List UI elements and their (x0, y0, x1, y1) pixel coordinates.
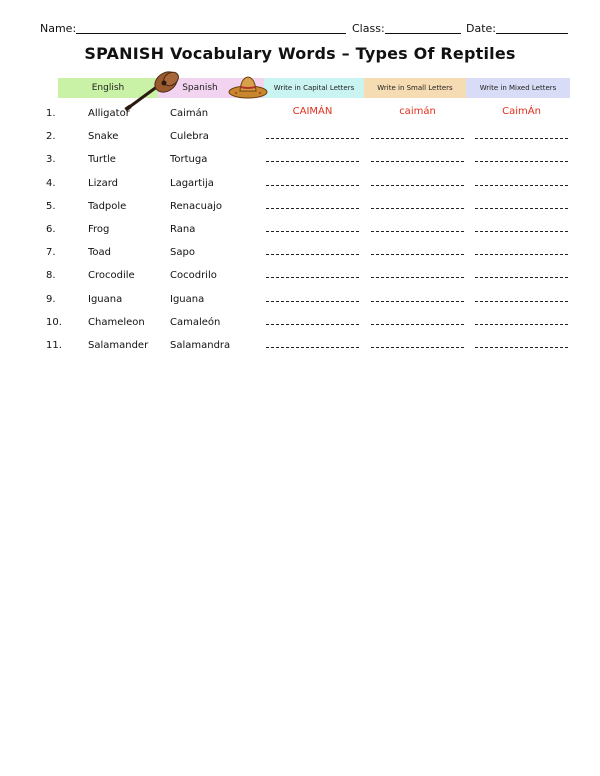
spanish-word: Salamandra (170, 340, 231, 351)
answer-capital: CAIMÁN (292, 106, 333, 117)
column-header-mixed-label: Write in Mixed Letters (479, 84, 557, 92)
blank-small[interactable] (371, 208, 464, 209)
blank-small[interactable] (371, 231, 464, 232)
english-word: Snake (88, 131, 119, 143)
row-number: 5. (46, 200, 56, 212)
spanish-word: Rana (170, 224, 196, 235)
blank-mixed[interactable] (475, 277, 568, 278)
blank-capital[interactable] (266, 254, 359, 255)
blank-capital[interactable] (266, 185, 359, 186)
english-word: Salamander (88, 340, 149, 351)
name-label: Name: (40, 22, 77, 35)
row-number: 6. (46, 224, 56, 235)
column-header-capital-label: Write in Capital Letters (273, 84, 355, 92)
date-field[interactable] (466, 22, 496, 35)
row-number: 1. (46, 108, 56, 119)
table-row (0, 247, 600, 265)
row-number: 2. (46, 131, 56, 143)
english-word: Frog (88, 224, 110, 235)
blank-small[interactable] (371, 277, 464, 278)
worksheet-header (40, 22, 570, 40)
row-number: 10. (46, 316, 62, 328)
table-row (0, 178, 600, 196)
blank-mixed[interactable] (475, 185, 568, 186)
class-field[interactable] (352, 22, 385, 35)
row-number: 4. (46, 177, 56, 189)
row-number: 3. (46, 154, 56, 166)
blank-capital[interactable] (266, 301, 359, 302)
blank-small[interactable] (371, 138, 464, 139)
blank-mixed[interactable] (475, 208, 568, 209)
date-label: Date: (466, 22, 496, 35)
column-header-capital (264, 78, 364, 98)
blank-small[interactable] (371, 161, 464, 162)
spanish-word: Cocodrilo (170, 270, 217, 282)
spanish-word: Sapo (170, 247, 195, 259)
table-row (0, 224, 600, 242)
blank-capital[interactable] (266, 277, 359, 278)
spanish-word: Culebra (170, 131, 209, 143)
blank-mixed[interactable] (475, 254, 568, 255)
spanish-word: Caimán (170, 108, 209, 119)
spanish-word: Renacuajo (170, 200, 222, 212)
blank-mixed[interactable] (475, 347, 568, 348)
spanish-word: Camaleón (170, 316, 221, 328)
blank-mixed[interactable] (475, 161, 568, 162)
blank-capital[interactable] (266, 231, 359, 232)
sombrero-icon (228, 74, 268, 100)
column-header-english-label: English (91, 83, 125, 93)
answer-small: caimán (399, 106, 436, 117)
blank-mixed[interactable] (475, 231, 568, 232)
row-number: 11. (46, 340, 62, 351)
spanish-word: Iguana (170, 293, 205, 305)
blank-capital[interactable] (266, 208, 359, 209)
blank-small[interactable] (371, 301, 464, 302)
table-row (0, 270, 600, 288)
blank-small[interactable] (371, 347, 464, 348)
english-word: Alligator (88, 108, 130, 119)
spanish-word: Tortuga (170, 154, 208, 166)
table-row (0, 108, 600, 126)
blank-mixed[interactable] (475, 324, 568, 325)
table-row (0, 201, 600, 219)
blank-capital[interactable] (266, 161, 359, 162)
blank-mixed[interactable] (475, 138, 568, 139)
blank-small[interactable] (371, 185, 464, 186)
blank-capital[interactable] (266, 138, 359, 139)
blank-capital[interactable] (266, 347, 359, 348)
column-header-spanish-label: Spanish (182, 83, 218, 93)
english-word: Toad (88, 247, 112, 259)
table-row (0, 340, 600, 358)
page-title: SPANISH Vocabulary Words – Types Of Reptiles (84, 44, 516, 63)
table-row (0, 154, 600, 172)
answer-mixed: CaimÁn (502, 106, 541, 117)
table-row (0, 317, 600, 335)
class-label: Class: (352, 22, 385, 35)
column-header-small (364, 78, 466, 98)
spanish-word: Lagartija (170, 177, 214, 189)
english-word: Tadpole (88, 200, 127, 212)
english-word: Turtle (88, 154, 116, 166)
english-word: Lizard (88, 177, 119, 189)
english-word: Chameleon (88, 316, 145, 328)
column-header-small-label: Write in Small Letters (377, 84, 453, 92)
table-row (0, 294, 600, 312)
row-number: 7. (46, 247, 56, 259)
row-number: 8. (46, 270, 56, 282)
blank-small[interactable] (371, 324, 464, 325)
guitar-icon (124, 70, 182, 112)
blank-mixed[interactable] (475, 301, 568, 302)
english-word: Crocodile (88, 270, 135, 282)
row-number: 9. (46, 293, 56, 305)
name-field[interactable] (40, 22, 76, 35)
table-row (0, 131, 600, 149)
blank-capital[interactable] (266, 324, 359, 325)
column-header-mixed (466, 78, 570, 98)
blank-small[interactable] (371, 254, 464, 255)
english-word: Iguana (88, 293, 123, 305)
